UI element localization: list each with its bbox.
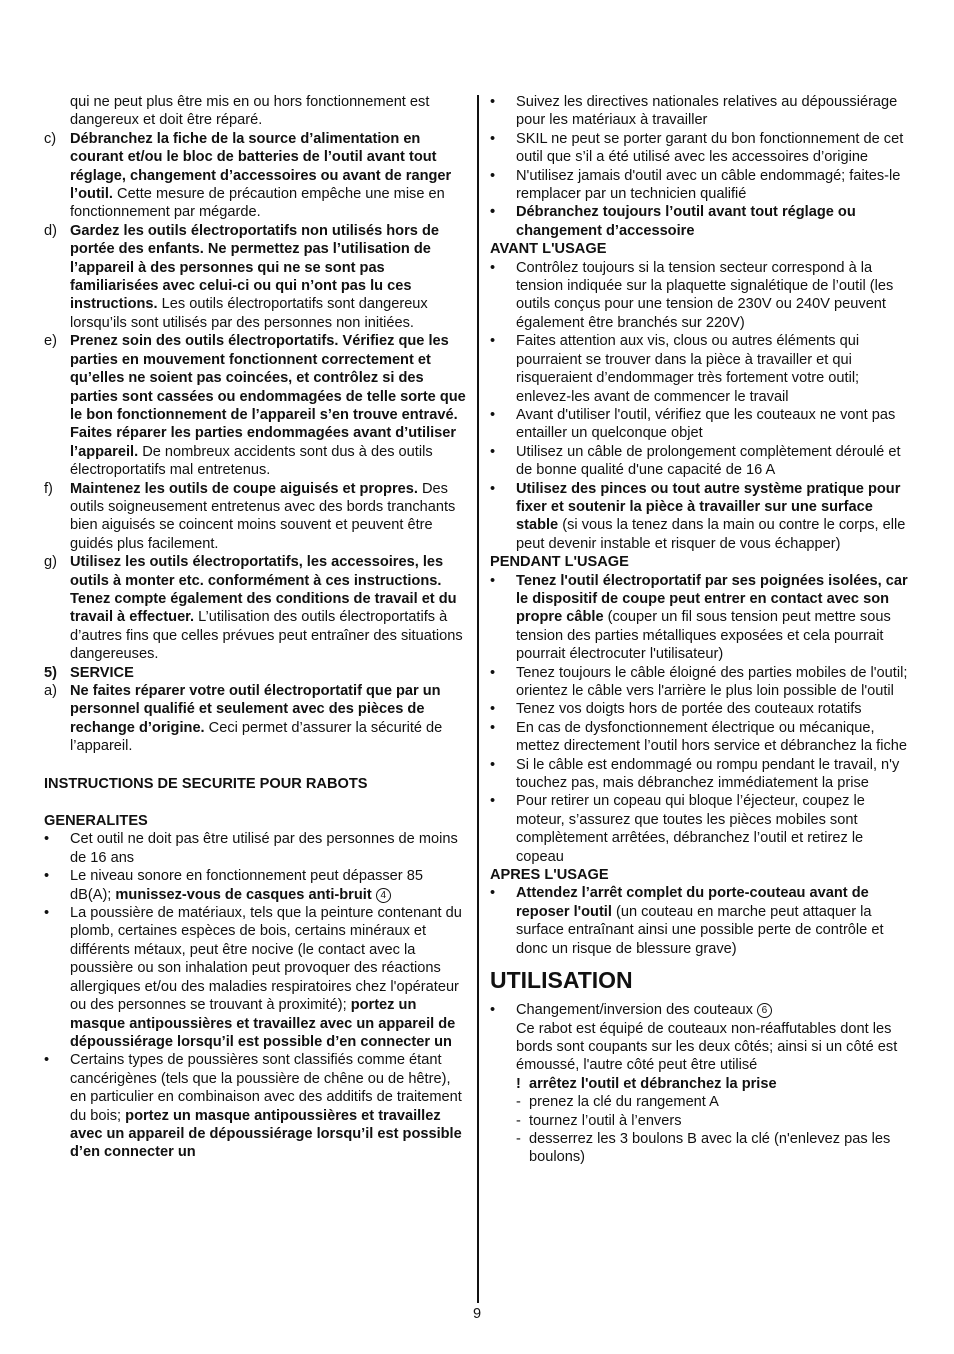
- bullet-icon: •: [44, 905, 50, 922]
- bullet-icon: •: [490, 480, 496, 497]
- dash-icon: -: [516, 1130, 521, 1147]
- sub-item: - prenez la clé du rangement A: [516, 1094, 719, 1111]
- item-bold: Ne faites réparer votre outil électroportatif que par un personnel qualifié et seulement avec des pièces de rechange d’origine.: [70, 683, 441, 736]
- section-marker: 5): [44, 664, 57, 681]
- list-item: • N'utilisez jamais d'outil avec un câble endommagé; faites-le remplacer par un technicien qualifié: [490, 167, 901, 203]
- list-item: • Utilisez des pinces ou tout autre système pratique pour fixer et soutenir la pièce à travailler sur une surface stable (si vous la tenez dans la main ou contre le corps, elle peut devenir instable et risquer de vous échapper): [490, 480, 906, 552]
- pendant-heading: PENDANT L'USAGE: [490, 554, 629, 571]
- bullet-icon: •: [490, 130, 496, 147]
- bullet-icon: •: [490, 793, 496, 810]
- list-item: • Avant d'utiliser l'outil, vérifiez que les couteaux ne vont pas entailler un quelconque objet: [490, 406, 896, 442]
- bullet-icon: •: [490, 167, 496, 184]
- list-item-description: Ce rabot est équipé de couteaux non-réaffutables dont les bords sont coupants sur les deux côtés; ainsi si un côté est émoussé, l'autre côté peut être utilisé: [516, 1020, 898, 1074]
- safety-heading: INSTRUCTIONS DE SECURITE POUR RABOTS: [44, 775, 368, 792]
- figure-ref-icon: 6: [757, 1003, 772, 1018]
- list-item: • Utilisez un câble de prolongement complètement déroulé et de bonne qualité d'une capacité de 16 A: [490, 443, 901, 479]
- list-item: • Contrôlez toujours si la tension secteur correspond à la tension indiquée sur la plaquette signalétique de l’outil (les outils conçus pour une tension de 230V ou 240V peuvent également être branchés sur 220V): [490, 259, 894, 331]
- item-d: [44, 222, 466, 332]
- list-item: • Faites attention aux vis, clous ou autres éléments qui pourraient se trouver dans la pièce à travailler et qui risqueraient d’endommager très fortement votre outil; enlevez-les avant de commencer le travail: [490, 333, 860, 405]
- bullet-icon: •: [490, 1002, 496, 1019]
- bullet-icon: •: [490, 94, 496, 110]
- bullet-icon: •: [490, 756, 496, 773]
- item-marker: e): [44, 333, 57, 350]
- list-item: • La poussière de matériaux, tels que la peinture contenant du plomb, certaines espèces de bois, certains minéraux et différents métaux, peut être nocive (le contact avec la poussière ou son inhalation peut provoquer des réactions allergiques et/ou des maladies respiratoires chez l'opérateur ou des personnes se trouvant à proximité); portez un masque antipoussières et travaillez avec un appareil de dépoussiérage lorsqu’il est possible d’en connecter un: [44, 905, 462, 1050]
- warning-line: ! arrêtez l'outil et débranchez la prise: [516, 1075, 777, 1092]
- item-marker: d): [44, 222, 57, 239]
- list-item: • Le niveau sonore en fonctionnement peut dépasser 85 dB(A); munissez-vous de casques anti-bruit 4: [44, 868, 423, 903]
- list-item: • Attendez l’arrêt complet du porte-couteau avant de reposer l'outil (un couteau en marche peut attaquer la surface entraînant ainsi une possible perte de contrôle et donc un risque de blessure grave): [490, 885, 884, 957]
- dash-icon: -: [516, 1112, 521, 1129]
- bullet-icon: •: [490, 204, 496, 221]
- item-g: [44, 553, 466, 663]
- sub-item: - tournez l’outil à l’envers: [516, 1112, 682, 1129]
- item-a: [44, 682, 466, 756]
- column-divider: [477, 95, 479, 1303]
- item-marker: c): [44, 130, 57, 147]
- list-item: • Suivez les directives nationales relatives au dépoussiérage pour les matériaux à travailler: [490, 94, 898, 129]
- section-title: SERVICE: [70, 664, 134, 681]
- item-e: [44, 332, 466, 479]
- item-text: L’utilisation des outils électroportatifs à d’autres fins que celles prévues peut entraîner des situations dangereuses.: [70, 609, 463, 663]
- sub-item: - desserrez les 3 boulons B avec la clé (n'enlevez pas les boulons): [516, 1130, 891, 1166]
- bullet-icon: •: [490, 572, 496, 589]
- list-item: • Cet outil ne doit pas être utilisé par des personnes de moins de 16 ans: [44, 831, 458, 866]
- bullet-icon: •: [490, 664, 496, 681]
- bullet-icon: •: [490, 333, 496, 350]
- section-title: UTILISATION: [490, 967, 633, 994]
- list-item: • Certains types de poussières sont classifiés comme étant cancérigènes (tels que la poussière de chêne ou de hêtre), en particulier en combinaison avec des additifs de traitement du bois; portez un masque antipoussières et travaillez avec un appareil de dépoussiérage lorsqu’il est possible d’en connecter un: [44, 1052, 462, 1161]
- item-text: Des outils soigneusement entretenus avec des bords tranchants bien aiguisés se coincent moins souvent et peuvent être guidés plus facilement.: [70, 480, 456, 552]
- bullet-icon: •: [490, 406, 496, 423]
- item-bold: Débranchez la fiche de la source d’alimentation en courant et/ou le bloc de batteries de l’outil avant tout réglage, changement d’accessoires ou avant de ranger l’outil.: [70, 130, 452, 203]
- item-marker: f): [44, 480, 53, 497]
- item-text: Les outils électroportatifs sont dangereux lorsqu’ils sont utilisés par des personnes non initiées.: [70, 296, 428, 331]
- item-bold: Gardez les outils électroportatifs non utilisés hors de portée des enfants. Ne permettez pas l’utilisation de l’appareil à des personnes qui ne se sont pas familiarisées avec celui-ci ou qui n’ont pas lu ces instructions.: [70, 222, 439, 313]
- item-b-continuation: qui ne peut plus être mis en ou hors fonctionnement est dangereux et doit être réparé.: [70, 94, 430, 129]
- left-column: [44, 93, 466, 1162]
- item-bold: Utilisez les outils électroportatifs, les accessoires, les outils à monter etc. conformément à ces instructions. Tenez compte également des conditions de travail et du travail à effectuer.: [70, 554, 457, 626]
- list-item: • Changement/inversion des couteaux 6: [490, 1001, 912, 1019]
- list-item: • Tenez vos doigts hors de portée des couteaux rotatifs: [490, 701, 862, 718]
- apres-heading: APRES L'USAGE: [490, 867, 609, 884]
- item-text: De nombreux accidents sont dus à des outils électroportatifs mal entretenus.: [70, 443, 433, 479]
- bullet-icon: •: [490, 719, 496, 736]
- warning-icon: !: [516, 1075, 521, 1092]
- bullet-icon: •: [44, 1052, 50, 1069]
- bullet-icon: •: [490, 885, 496, 902]
- item-marker: g): [44, 554, 57, 571]
- list-item: • Pour retirer un copeau qui bloque l’éjecteur, coupez le moteur, s’assurez que toutes les pièces mobiles sont complètement arrêtées, débranchez l’outil et retirez le copeau: [490, 793, 865, 865]
- list-item: • Débranchez toujours l’outil avant tout réglage ou changement d’accessoire: [490, 204, 856, 239]
- bullet-icon: •: [490, 259, 496, 276]
- item-text: Cette mesure de précaution empêche une mise en fonctionnement par mégarde.: [70, 186, 445, 221]
- item-marker: a): [44, 683, 57, 699]
- bullet-icon: •: [44, 831, 50, 848]
- bullet-icon: •: [490, 443, 496, 460]
- dash-icon: -: [516, 1094, 521, 1111]
- figure-ref-icon: 4: [376, 888, 391, 903]
- list-item: • En cas de dysfonctionnement électrique ou mécanique, mettez directement l’outil hors service et débranchez la fiche: [490, 719, 907, 755]
- generalites-heading: GENERALITES: [44, 813, 148, 830]
- bullet-icon: •: [490, 701, 496, 718]
- avant-heading: AVANT L'USAGE: [490, 241, 607, 258]
- bullet-icon: •: [44, 868, 50, 885]
- item-f: [44, 480, 466, 554]
- list-item: • SKIL ne peut se porter garant du bon fonctionnement de cet outil que s’il a été utilisé avec les accessoires d’origine: [490, 130, 904, 166]
- list-item: • Tenez l'outil électroportatif par ses poignées isolées, car le dispositif de coupe peut entrer en contact avec son propre câble (couper un fil sous tension peut mettre sous tension des parties métalliques exposées et cela pourrait pourrait électrocuter l'utilisateur): [490, 572, 908, 663]
- right-column: [490, 93, 912, 1167]
- list-item: • Tenez toujours le câble éloigné des parties mobiles de l'outil; orientez le câble vers l'arrière le plus loin possible de l'outil: [490, 664, 908, 699]
- item-bold: Maintenez les outils de coupe aiguisés et propres.: [70, 480, 418, 497]
- item-c: [44, 130, 466, 222]
- list-item: • Si le câble est endommagé ou rompu pendant le travail, n'y touchez pas, mais débranchez immédiatement la prise: [490, 756, 900, 792]
- item-text: Ceci permet d’assurer la sécurité de l’appareil.: [70, 719, 443, 755]
- item-bold: Prenez soin des outils électroportatifs. Vérifiez que les parties en mouvement fonctionnent correctement et qu’elles ne soient pas coincées, et contrôlez si des parties sont cassées ou endommagées de telle sorte que le bon fonctionnement de l’appareil s’en trouve entravé. Faites réparer les parties endommagées avant d’utiliser l’appareil.: [70, 333, 466, 460]
- section-service: [44, 664, 466, 682]
- page-number: 9: [472, 1306, 482, 1322]
